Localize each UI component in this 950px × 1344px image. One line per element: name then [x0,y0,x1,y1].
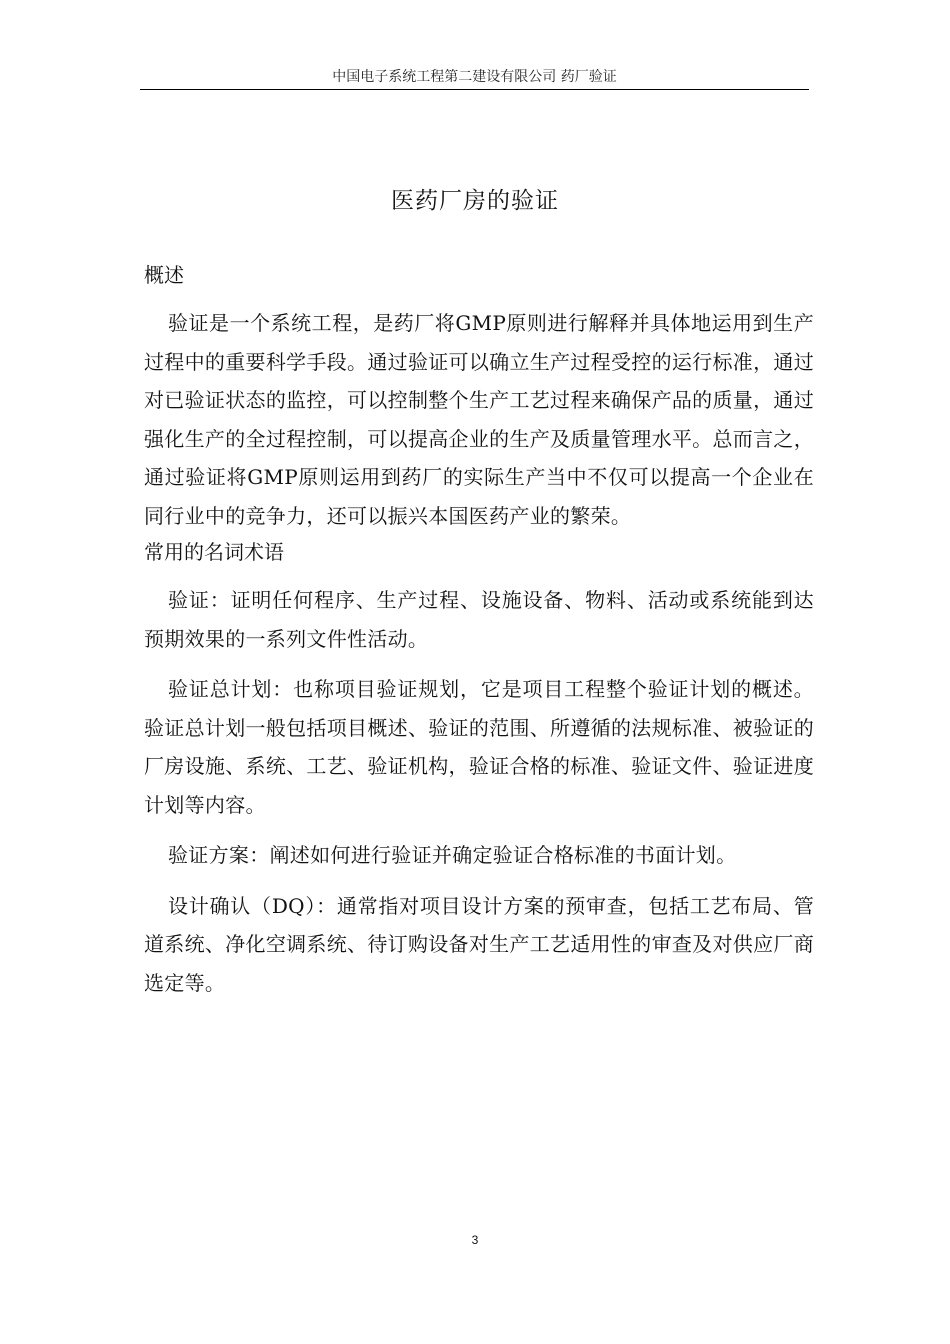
page-header: 中国电子系统工程第二建设有限公司 药厂验证 [140,68,809,90]
term-dq: 设计确认（DQ）：通常指对项目设计方案的预审查，包括工艺布局、管道系统、净化空调系统、待订购设备对生产工艺适用性的审查及对供应厂商选定等。 [144,893,814,995]
term-master-plan: 验证总计划：也称项目验证规划，它是项目工程整个验证计划的概述。验证总计划一般包括项目概述、验证的范围、所遵循的法规标准、被验证的厂房设施、系统、工艺、验证机构，验证合格的标准、验证文件、验证进度计划等内容。 [144,677,814,817]
terms-heading: 常用的名词术语 [144,540,284,564]
document-body [144,258,814,1002]
overview-heading: 概述 [144,263,184,287]
term-protocol: 验证方案：阐述如何进行验证并确定验证合格标准的书面计划。 [168,843,737,867]
document-title: 医药厂房的验证 [391,188,559,214]
page-number: 3 [471,1233,479,1247]
term-validation: 验证：证明任何程序、生产过程、设施设备、物料、活动或系统能到达预期效果的一系列文件性活动。 [144,588,814,651]
overview-paragraph: 验证是一个系统工程，是药厂将GMP原则进行解释并具体地运用到生产过程中的重要科学手段。通过验证可以确立生产过程受控的运行标准，通过对已验证状态的监控，可以控制整个生产工艺过程来确保产品的质量，通过强化生产的全过程控制，可以提高企业的生产及质量管理水平。总而言之，通过验证将GMP原则运用到药厂的实际生产当中不仅可以提高一个企业在同行业中的竞争力，还可以振兴本国医药产业的繁荣。 [144,311,814,528]
